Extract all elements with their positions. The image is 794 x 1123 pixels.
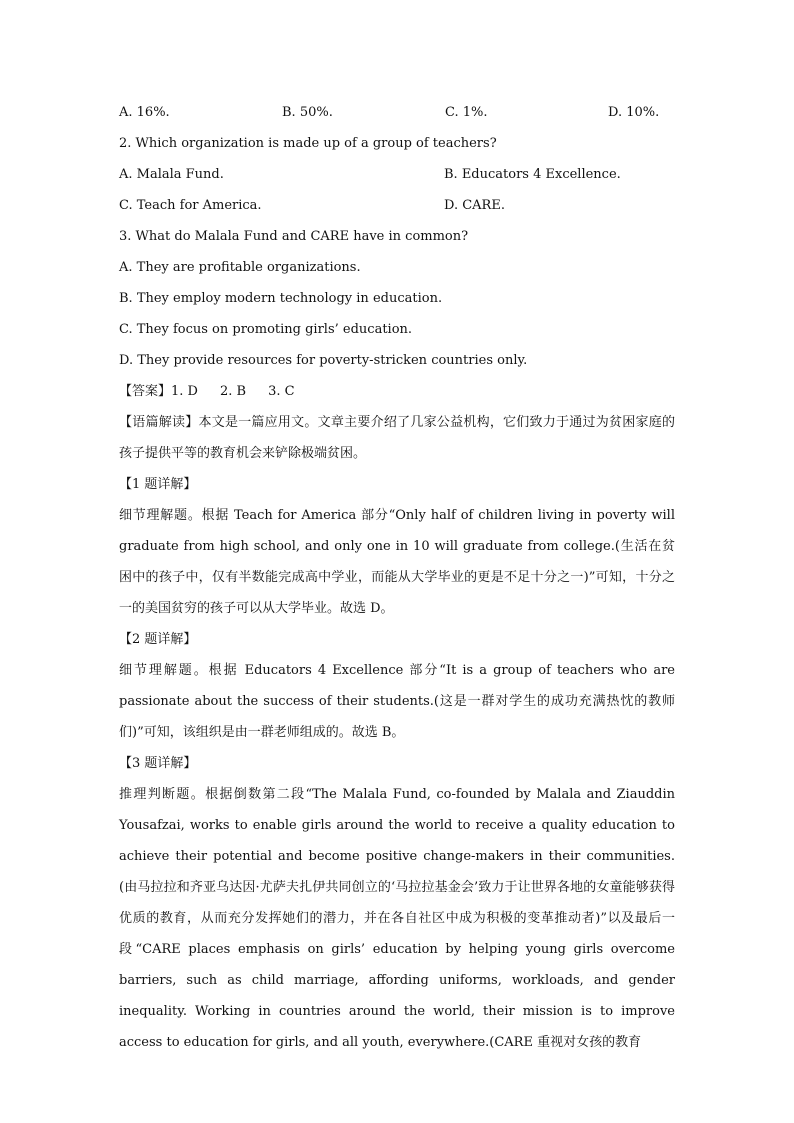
passage-summary: 【语篇解读】本文是一篇应用文。文章主要介绍了几家公益机构，它们致力于通过为贫困家庭的孩子提供平等的教育机会来铲除极端贫困。 <box>119 415 675 461</box>
document-page <box>119 97 675 1058</box>
q2-option-c: C. Teach for America. <box>119 198 262 213</box>
answer-2: 2. B <box>219 384 247 399</box>
q2-option-d: D. CARE. <box>444 198 505 213</box>
q3-option-a: A. They are profitable organizations. <box>119 260 361 275</box>
detail-3-text: 推理判断题。根据倒数第二段“The Malala Fund, co-founded by Malala and Ziauddin Yousafzai, works to enable girls around the world to receive a quality education to achieve their potential and become positive change-makers in their communities.(由马拉拉和齐亚乌达因·尤萨夫扎伊共同创立的‘马拉拉基金会’致力于让世界各地的女童能够获得优质的教育，从而充分发挥她们的潜力，并在各自社区中成为积极的变革推动者)”以及最后一段“CARE places emphasis on girls’ education by helping young girls overcome barriers, such as child marriage, affording uniforms, workloads, and gender inequality. Working in countries around the world, their mission is to improve access to education for girls, and all youth, everywhere.(CARE 重视对女孩的教育 <box>119 787 675 1050</box>
answer-3: 3. C <box>268 384 295 399</box>
q2-options-row2 <box>119 190 675 221</box>
q1-options <box>119 97 675 128</box>
answer-label: 【答案】 <box>119 384 172 399</box>
q1-option-b: B. 50%. <box>282 105 333 120</box>
detail-3-heading: 【3 题详解】 <box>119 756 197 771</box>
detail-2-heading: 【2 题详解】 <box>119 632 197 647</box>
answer-1: 1. D <box>171 384 198 399</box>
detail-1-heading: 【1 题详解】 <box>119 477 197 492</box>
q2-options-row1 <box>119 159 675 190</box>
q1-option-c: C. 1%. <box>445 105 488 120</box>
q1-option-a: A. 16%. <box>119 105 170 120</box>
q1-option-d: D. 10%. <box>608 105 660 120</box>
q3-option-b: B. They employ modern technology in education. <box>119 291 443 306</box>
q2-stem: 2. Which organization is made up of a group of teachers? <box>119 136 497 151</box>
q3-stem: 3. What do Malala Fund and CARE have in common? <box>119 229 469 244</box>
q3-option-c: C. They focus on promoting girls’ education. <box>119 322 413 337</box>
q2-option-b: B. Educators 4 Excellence. <box>444 167 621 182</box>
q3-option-d: D. They provide resources for poverty-stricken countries only. <box>119 353 528 368</box>
answer-line <box>119 376 675 407</box>
detail-1-text: 细节理解题。根据 Teach for America 部分“Only half of children living in poverty will graduate from high school, and only one in 10 will graduate from college.(生活在贫困中的孩子中，仅有半数能完成高中学业，而能从大学毕业的更是不足十分之一)”可知，十分之一的美国贫穷的孩子可以从大学毕业。故选 D。 <box>119 508 675 616</box>
detail-2-text: 细节理解题。根据 Educators 4 Excellence 部分“It is a group of teachers who are passionate about the success of their students.(这是一群对学生的成功充满热忱的教师们)”可知，该组织是由一群老师组成的。故选 B。 <box>119 663 675 740</box>
q2-option-a: A. Malala Fund. <box>119 167 224 182</box>
